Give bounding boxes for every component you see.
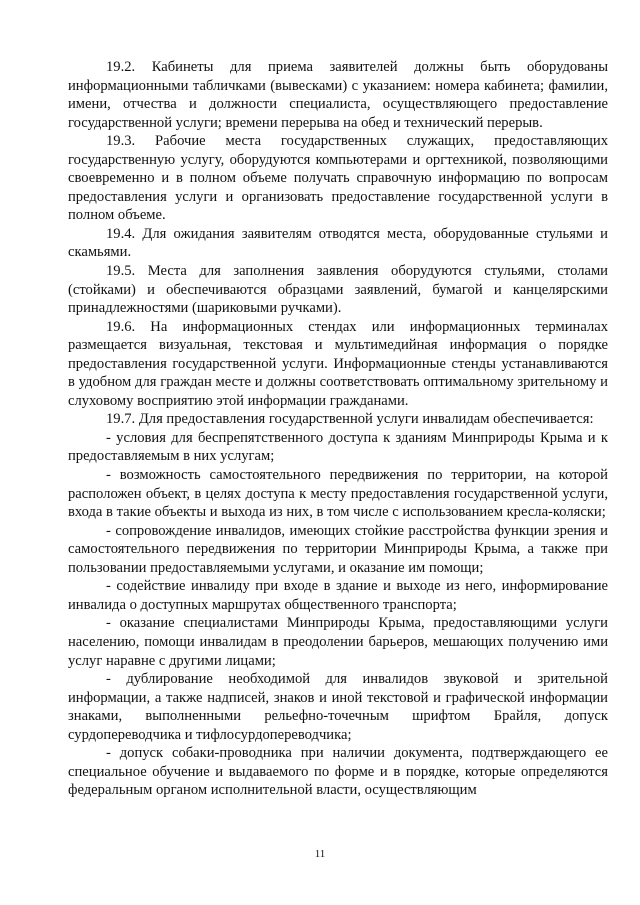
document-body	[68, 58, 608, 800]
list-item-escort: - сопровождение инвалидов, имеющих стойкие расстройства функции зрения и самостоятельного передвижения по территории Минприроды Крыма, а также при пользовании предоставляемыми услугами, и оказание им помощи;	[68, 522, 608, 576]
list-item-entry-assistance: - содействие инвалиду при входе в здание и выходе из него, информирование инвалида о доступных маршрутах общественного транспорта;	[68, 578, 608, 613]
paragraph-19-2: 19.2. Кабинеты для приема заявителей должны быть оборудованы информационными табличками (вывесками) с указанием: номера кабинета; фамилии, имени, отчества и должности специалиста, осуществляющего предоставление государственной услуги; времени перерыва на обед и технический перерыв.	[68, 59, 608, 131]
paragraph-19-3: 19.3. Рабочие места государственных служащих, предоставляющих государственную услугу, оборудуются компьютерами и оргтехникой, позволяющими своевременно и в полном объеме получать справочную информацию по вопросам предоставления услуги и организовать предоставление государственной услуги в полном объеме.	[68, 133, 608, 224]
paragraph-19-7: 19.7. Для предоставления государственной услуги инвалидам обеспечивается:	[106, 411, 594, 428]
list-item-guide-dog: - допуск собаки-проводника при наличии документа, подтверждающего ее специальное обучение и выдаваемого по форме и в порядке, которые определяются федеральным органом исполнительной власти, осуществляющим	[68, 745, 608, 799]
list-item-independent-movement: - возможность самостоятельного передвижения по территории, на которой расположен объект, в целях доступа к месту предоставления государственной услуги, входа в такие объекты и выхода из них, в том числе с использованием кресла-коляски;	[68, 467, 608, 521]
list-item-barrier-help: - оказание специалистами Минприроды Крыма, предоставляющими услуги населению, помощи инвалидам в преодолении барьеров, мешающих получению ими услуг наравне с другими лицами;	[68, 615, 608, 669]
paragraph-19-5: 19.5. Места для заполнения заявления оборудуются стульями, столами (стойками) и обеспечиваются образцами заявлений, бумагой и канцелярскими принадлежностями (шариковыми ручками).	[68, 263, 608, 317]
page-number: 11	[314, 848, 326, 860]
paragraph-19-4: 19.4. Для ожидания заявителям отводятся места, оборудованные стульями и скамьями.	[68, 225, 608, 261]
list-item-access-buildings: - условия для беспрепятственного доступа к зданиям Минприроды Крыма и к предоставляемым в них услугам;	[68, 429, 608, 465]
paragraph-19-6: 19.6. На информационных стендах или информационных терминалах размещается визуальная, текстовая и мультимедийная информация о порядке предоставления государственной услуги. Информационные стенды устанавливаются в удобном для граждан месте и должны соответствовать оптимальному зрительному и слуховому восприятию этой информации гражданами.	[68, 318, 608, 409]
list-item-braille-duplication: - дублирование необходимой для инвалидов звуковой и зрительной информации, а также надписей, знаков и иной текстовой и графической информации знаками, выполненными рельефно-точечным шрифтом Брайля, допуск сурдопереводчика и тифлосурдопереводчика;	[68, 671, 608, 743]
